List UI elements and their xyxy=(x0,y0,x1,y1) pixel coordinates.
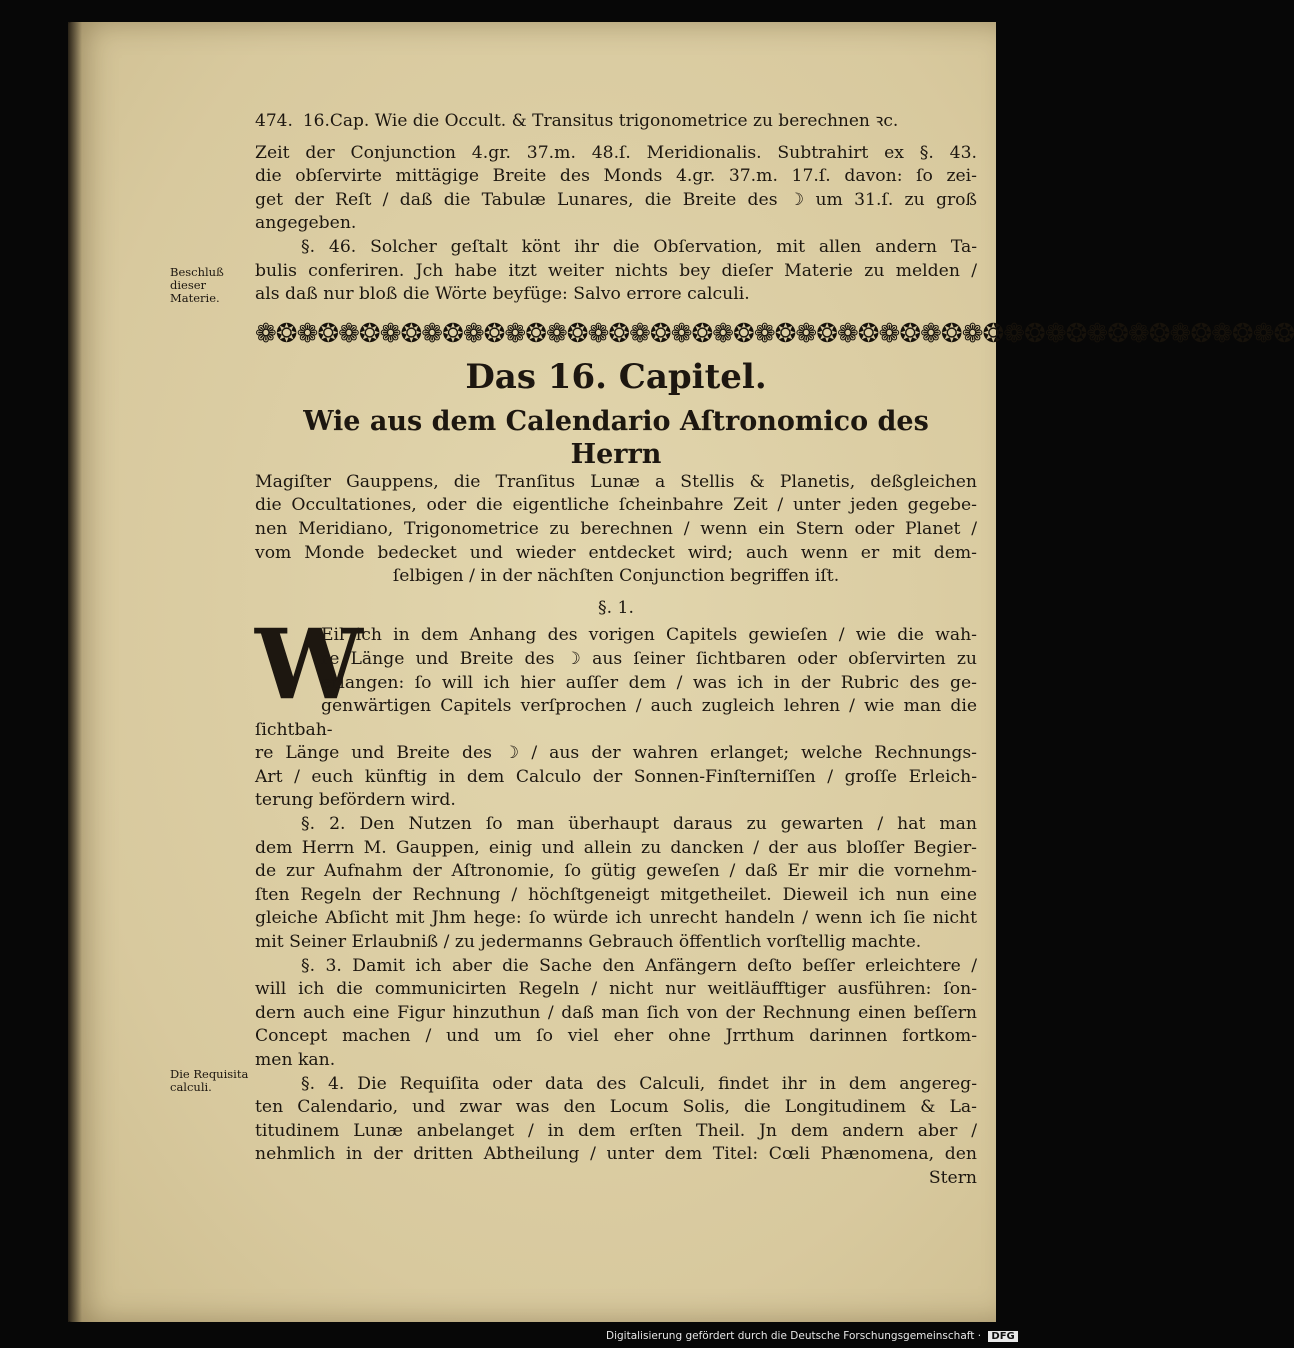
text-line: Eil ich in dem Anhang des vorigen Capitels gewieſen / wie die wah- xyxy=(321,625,977,646)
margin-note-conclusion: Beschluß dieser Materie. xyxy=(170,265,224,305)
text-line: Concept machen / und um ſo viel eher ohne Jrrthum darinnen fortkom- xyxy=(255,1026,977,1047)
dfg-logo: DFG xyxy=(988,1331,1017,1342)
text-line: Art / euch künftig in dem Calculo der Sonnen-Finſterniſſen / groſſe Erleich- xyxy=(255,766,977,787)
text-line: als daß nur bloß die Wörte beyfüge: Salvo errore calculi. xyxy=(255,284,750,305)
text-line: Zeit der Conjunction 4.gr. 37.m. 48.ſ. Meridionalis. Subtrahirt ex §. 43. xyxy=(255,142,977,163)
chapter-title-line: vom Monde bedecket und wieder entdecket wird; auch wenn er mit dem- xyxy=(255,542,977,563)
text-line: §. 4. Die Requiſita oder data des Calculi, findet ihr in dem angereg- xyxy=(301,1073,977,1094)
text-line: get der Reſt / daß die Tabulæ Lunares, die Breite des ☽ um 31.ſ. zu groß xyxy=(255,189,977,210)
page-number: 474. xyxy=(255,111,293,131)
text-line: ten Calendario, und zwar was den Locum Solis, die Longitudinem & La- xyxy=(255,1097,977,1118)
page-gutter-shadow xyxy=(68,22,82,1322)
running-header xyxy=(255,110,977,134)
text-line: de zur Aufnahm der Aſtronomie, ſo gütig geweſen / daß Er mir die vornehm- xyxy=(255,861,977,882)
text-line: ſten Regeln der Rechnung / höchſtgeneigt mitgetheilet. Dieweil ich nun eine xyxy=(255,884,977,905)
footer-credit: Digitalisierung gefördert durch die Deutsche Forschungsgemeinschaft · xyxy=(606,1330,982,1342)
digitization-footer xyxy=(606,1330,1015,1342)
paragraph-2 xyxy=(255,813,977,955)
text-line: mit Seiner Erlaubniß / zu jedermanns Gebrauch öffentlich vorſtellig machte. xyxy=(255,932,922,953)
paragraph-4 xyxy=(255,1073,977,1167)
drop-cap: W xyxy=(255,608,363,722)
section-mark: §. 1. xyxy=(598,597,634,618)
text-line: will ich die communicirten Regeln / nicht nur weitläufftiger ausführen: ſon- xyxy=(255,979,977,1000)
paragraph-3 xyxy=(255,955,977,1073)
paragraph-46 xyxy=(255,236,977,307)
text-line: die obſervirte mittägige Breite des Monds 4.gr. 37.m. 17.ſ. davon: ſo zei- xyxy=(255,166,977,187)
chapter-title xyxy=(255,405,977,589)
catchword: Stern xyxy=(928,1167,977,1188)
chapter-heading: Das 16. Capitel. xyxy=(465,356,767,397)
text-line: re Länge und Breite des ☽ / aus der wahren erlanget; welche Rechnungs- xyxy=(255,743,977,764)
text-line: titudinem Lunæ anbelanget / in dem erſten Theil. Jn dem andern aber / xyxy=(255,1120,977,1141)
text-line: nehmlich in der dritten Abtheilung / unter dem Titel: Cœli Phænomena, den xyxy=(255,1144,977,1165)
text-line: men kan. xyxy=(255,1050,336,1070)
paragraph-1 xyxy=(255,608,977,813)
text-line: gleiche Abſicht mit Jhm hege: ſo würde ich unrecht handeln / wenn ich ſie nicht xyxy=(255,908,977,929)
ornamental-divider: ❁❂❁❂❁❂❁❂❁❂❁❂❁❂❁❂❁❂❁❂❁❂❁❂❁❂❁❂❁❂❁❂❁❂❁❂❁❂❁❂❁❂❁❂❁❂❁❂❁❂ xyxy=(255,318,1294,349)
chapter-title-line: die Occultationes, oder die eigentliche ſcheinbahre Zeit / unter jeden gegebe- xyxy=(255,495,977,516)
text-line: erlangen: ſo will ich hier auſſer dem / was ich in der Rubric des ge- xyxy=(321,672,977,693)
text-line: §. 3. Damit ich aber die Sache den Anfängern deſto beſſer erleichtere / xyxy=(301,955,977,976)
text-line: angegeben. xyxy=(255,213,357,234)
running-title: 16.Cap. Wie die Occult. & Transitus trigonometrice zu berechnen ꝛc. xyxy=(302,111,899,131)
chapter-title-line: ſelbigen / in der nächſten Conjunction begriffen iſt. xyxy=(392,566,840,587)
text-line: genwärtigen Capitels verſprochen / auch zugleich lehren / wie man die ſichtbah- xyxy=(255,696,977,740)
text-line: re Länge und Breite des ☽ aus ſeiner ſichtbaren oder obſervirten zu xyxy=(321,648,977,669)
text-line: §. 46. Solcher geſtalt könt ihr die Obſervation, mit allen andern Ta- xyxy=(301,236,977,257)
text-line: dern auch eine Figur hinzuthun / daß man ſich von der Rechnung einen beſſern xyxy=(255,1002,977,1023)
chapter-title-line: nen Meridiano, Trigonometrice zu berechnen / wenn ein Stern oder Planet / xyxy=(255,518,977,539)
text-line: terung befördern wird. xyxy=(255,790,456,811)
text-line: §. 2. Den Nutzen ſo man überhaupt daraus zu gewarten / hat man xyxy=(301,814,977,835)
text-line: dem Herrn M. Gauppen, einig und allein zu dancken / der aus bloſſer Begier- xyxy=(255,837,977,858)
text-line: bulis conferiren. Jch habe itzt weiter nichts bey dieſer Materie zu melden / xyxy=(255,260,977,281)
chapter-title-line: Wie aus dem Calendario Aſtronomico des Herrn xyxy=(303,405,929,470)
page-text-block xyxy=(255,110,1294,1191)
chapter-title-line: Magiſter Gauppens, die Tranſitus Lunæ a Stellis & Planetis, deßgleichen xyxy=(255,471,977,492)
top-paragraph xyxy=(255,142,977,236)
margin-note-requisita: Die Requisita calculi. xyxy=(170,1067,249,1094)
